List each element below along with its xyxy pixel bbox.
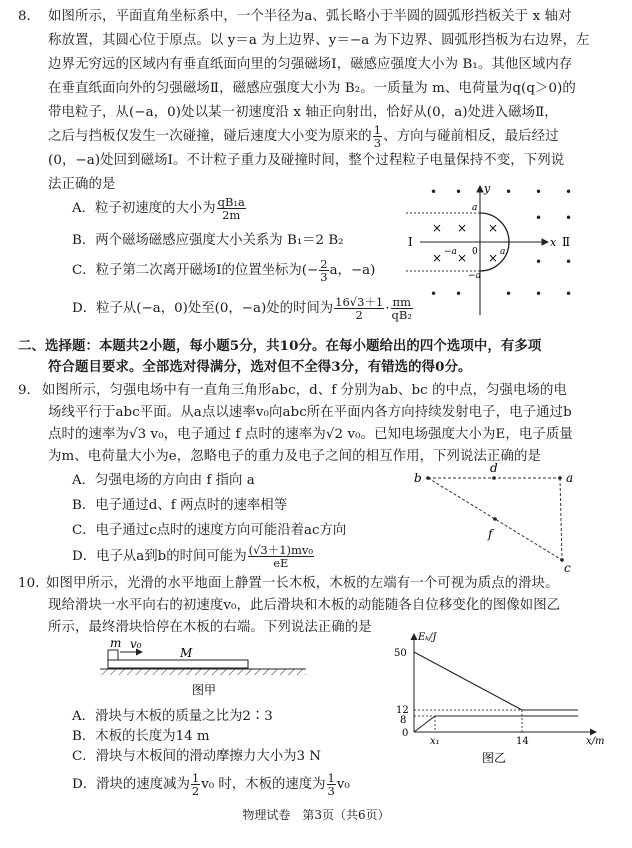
label-M: M xyxy=(180,646,193,660)
dot-mark: • xyxy=(565,287,573,301)
tick-50: 50 xyxy=(394,648,407,659)
slider-ek-line xyxy=(414,652,522,710)
q9-option-b: B．电子通过d、f 两点时的速率相等 xyxy=(72,498,288,513)
x-axis-label: x/m xyxy=(586,736,605,747)
q9-line-3: 点时的速率为√3 v₀，电子通过 f 点时的速率为√2 v₀。已知电场强度大小为E，电子质量 xyxy=(48,427,573,442)
q10-figure-jia xyxy=(96,638,316,700)
section-2-instructions: 符合题目要求。全部选对得满分，选对但不全得3分，有错选的得0分。 xyxy=(48,359,472,375)
q9-number: 9． xyxy=(18,383,41,398)
q8-option-b: B．两个磁场磁感应强度大小关系为 B₁＝2 B₂ xyxy=(72,233,344,248)
cross-mark: × xyxy=(432,221,443,235)
region-1-label: Ⅰ xyxy=(408,235,413,249)
q9-line-2: 场线平行于abc平面。从a点以速率v₀向abc所在平面内各方向持续发射电子，电子通过b xyxy=(48,405,572,420)
q8-line-1: 如图所示，平面直角坐标系中，一个半径为a、弧长略小于半圆的圆弧形挡板关于 x 轴对 xyxy=(48,9,572,24)
q10-option-d: D．滑块的速度减为 $\frac{1}{2}$ v₀ 时，木板的速度为 $\frac{1}{3}$ v₀ xyxy=(72,771,350,798)
dot-mark: • xyxy=(535,211,543,225)
q9-triangle-figure xyxy=(408,462,578,574)
point-d xyxy=(492,476,496,480)
cross-mark: × xyxy=(488,221,499,235)
q10-option-b: B．木板的长度为14 m xyxy=(72,729,210,744)
label-v0: v₀ xyxy=(130,638,142,651)
figure-jia-caption: 图甲 xyxy=(192,683,217,697)
label-neg-a-left: −a xyxy=(444,247,457,257)
q8-line-5: 带电粒子，从(−a，0)处以某一初速度沿 x 轴正向射出，恰好从(0，a)处进入磁场Ⅱ， xyxy=(48,105,558,120)
q10-line-3: 所示，最终滑块恰停在木板的右端。下列说法正确的是 xyxy=(48,620,372,635)
cross-mark: × xyxy=(457,251,468,265)
dot-mark: • xyxy=(565,211,573,225)
q10-number: 10． xyxy=(18,576,49,591)
dot-mark: • xyxy=(505,185,513,199)
q8-magnetic-field-figure xyxy=(400,180,620,320)
region-2-label: Ⅱ xyxy=(562,235,571,249)
q10-line-1: 如图甲所示，光滑的水平地面上静置一长木板，木板的左端有一个可视为质点的滑块。 xyxy=(46,576,559,591)
q8-line-2: 称放置，其圆心位于原点。以 y＝a 为上边界、y＝−a 为下边界、圆弧形挡板为右边界，左 xyxy=(48,33,590,48)
label-d: d xyxy=(490,462,498,475)
q9-option-c: C．电子通过c点时的速度方向可能沿着ac方向 xyxy=(72,523,347,538)
side-ac xyxy=(560,478,562,560)
q10-figure-yi-graph xyxy=(390,628,626,768)
q9-option-d: D．电子从a到b的时间可能为 $\frac{\text{(√3＋1)mv₀}}{eE}$ xyxy=(72,543,314,570)
label-neg-a-bottom: −a xyxy=(468,271,481,281)
label-b: b xyxy=(414,471,422,485)
q10-option-a: A．滑块与木板的质量之比为2∶3 xyxy=(72,709,273,724)
q8-option-d: D．粒子从(−a，0)处至(0，−a)处的时间为 $\frac{16√3+1}{2}$ · $\frac{\pi m}{\text{qB₂}}$ xyxy=(72,295,412,322)
cross-mark: × xyxy=(432,251,443,265)
q8-option-c: C．粒子第二次离开磁场Ⅰ的位置坐标为(− $\frac{2}{3}$ a，−a) xyxy=(72,257,376,284)
tick-14: 14 xyxy=(516,736,529,747)
dot-mark: • xyxy=(430,287,438,301)
dot-mark: • xyxy=(505,287,513,301)
q10-option-c: C．滑块与木板间的滑动摩擦力大小为3 N xyxy=(72,749,321,764)
origin-label: 0 xyxy=(472,247,478,257)
y-axis-label: y xyxy=(484,182,491,195)
q8-line-6: 之后与挡板仅发生一次碰撞，碰后速度大小变为原来的 $\frac{1}{3}$ 、方向与碰前相反，最后经过 xyxy=(48,123,559,150)
slider-block xyxy=(108,650,118,660)
dot-mark: • xyxy=(455,185,463,199)
label-f: f xyxy=(488,527,493,541)
long-board xyxy=(108,660,248,668)
tick-origin: 0 xyxy=(402,728,409,739)
q8-number: 8． xyxy=(18,9,41,24)
page-footer: 物理试卷 第3页（共6页） xyxy=(242,808,390,822)
label-a-right: a xyxy=(500,247,506,257)
board-ek-line xyxy=(414,716,435,732)
point-f xyxy=(493,517,497,521)
q9-line-4: 为m、电荷量大小为e，忽略电子的重力及电子之间的相互作用，下列说法正确的是 xyxy=(48,449,541,464)
tick-x1: x₁ xyxy=(430,736,440,747)
cross-mark: × xyxy=(488,251,499,265)
dot-mark: • xyxy=(565,185,573,199)
cross-mark: × xyxy=(457,221,468,235)
dot-mark: • xyxy=(565,255,573,269)
section-2-heading: 二、选择题：本题共2小题，每小题5分，共10分。在每小题给出的四个选项中，有多项 xyxy=(18,338,542,354)
q8-line-8: 法正确的是 xyxy=(48,177,116,192)
q8-line-4: 在垂直纸面向外的匀强磁场Ⅱ，磁感应强度大小为 B₂。一质量为 m、电荷量为q(q＞0)的 xyxy=(48,81,576,96)
ground-hatch xyxy=(100,669,306,675)
tick-8: 8 xyxy=(400,715,407,726)
x-axis-label: x xyxy=(550,236,557,249)
dot-mark: • xyxy=(430,185,438,199)
dot-mark: • xyxy=(535,287,543,301)
q8-line-7: (0，−a)处回到磁场Ⅰ。不计粒子重力及碰撞时间，整个过程粒子电量保持不变，下列说 xyxy=(48,153,565,168)
label-m: m xyxy=(110,638,122,650)
dot-mark: • xyxy=(535,185,543,199)
point-b xyxy=(426,476,430,480)
q9-line-1: 如图所示，匀强电场中有一直角三角形abc，d、f 分别为ab、bc 的中点，匀强电场的电 xyxy=(42,383,568,398)
dot-mark: • xyxy=(535,255,543,269)
point-a xyxy=(558,476,562,480)
ek-axis-label: Eₖ/J xyxy=(418,632,437,643)
q8-option-a: A．粒子初速度的大小为 $\frac{\text{qB₁a}}{2m}$ xyxy=(72,195,245,222)
q8-line-3: 边界无穷远的区域内有垂直纸面向里的匀强磁场Ⅰ，磁感应强度大小为 B₁。其他区域内存 xyxy=(48,57,573,72)
label-a-top: a xyxy=(472,203,478,213)
label-a: a xyxy=(566,471,574,485)
q10-line-2: 现给滑块一水平向右的初速度v₀，此后滑块和木板的动能随各自位移变化的图像如图乙 xyxy=(48,598,561,613)
label-c: c xyxy=(564,561,571,574)
figure-yi-caption: 图乙 xyxy=(482,751,507,765)
dot-mark: • xyxy=(455,287,463,301)
tick-12: 12 xyxy=(396,705,409,716)
q9-option-a: A．匀强电场的方向由 f 指向 a xyxy=(72,473,255,488)
